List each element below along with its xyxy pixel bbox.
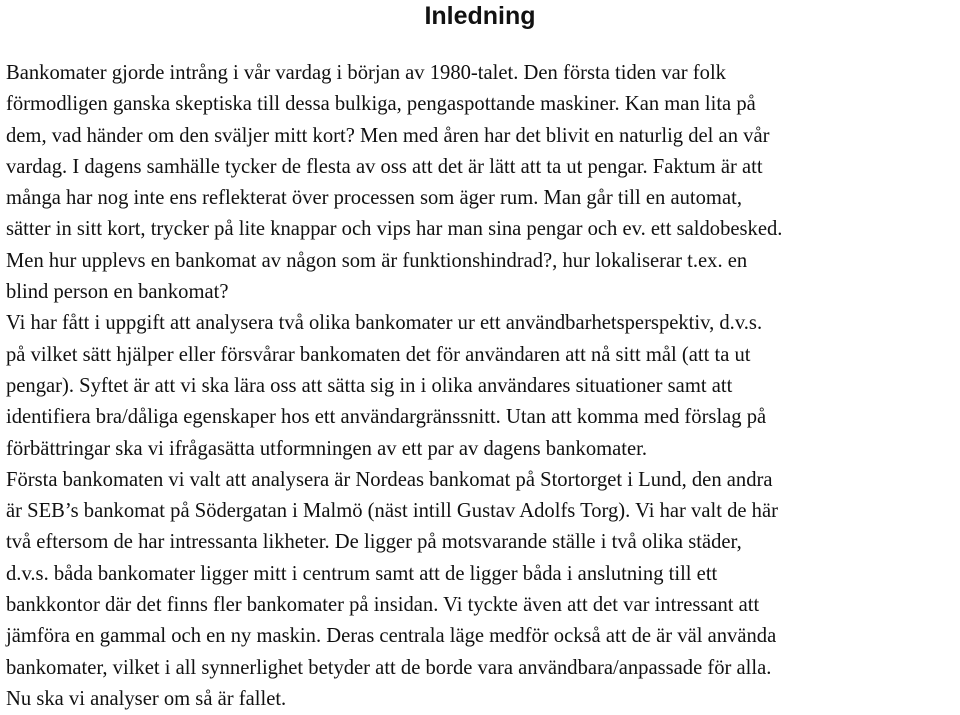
text-line: två eftersom de har intressanta likheter. De ligger på motsvarande ställe i två olika städer, [6, 531, 742, 554]
text-line: dem, vad händer om den sväljer mitt kort? Men med åren har det blivit en naturlig del an vår [6, 124, 770, 147]
text-line: bankkontor där det finns fler bankomater på insidan. Vi tyckte även att det var intressant att [6, 594, 760, 617]
paragraph-1 [6, 58, 954, 308]
text-line: jämföra en gammal och en ny maskin. Deras centrala läge medför också att de är väl använda [6, 625, 777, 648]
text-line: Första bankomaten vi valt att analysera är Nordeas bankomat på Stortorget i Lund, den andra [6, 468, 773, 491]
text-line: blind person en bankomat? [6, 281, 229, 304]
text-line: många har nog inte ens reflekterat över processen som äger rum. Man går till en automat, [6, 187, 742, 210]
text-line: d.v.s. båda bankomater ligger mitt i centrum samt att de ligger båda i anslutning till ett [6, 562, 718, 585]
text-line: Men hur upplevs en bankomat av någon som är funktionshindrad?, hur lokaliserar t.ex. en [6, 249, 748, 272]
text-line: förmodligen ganska skeptiska till dessa bulkiga, pengaspottande maskiner. Kan man lita på [6, 93, 756, 116]
paragraph-3 [6, 465, 954, 715]
text-line: identifiera bra/dåliga egenskaper hos ett användargränssnitt. Utan att komma med förslag på [6, 406, 767, 429]
document-page [6, 0, 954, 715]
paragraph-2 [6, 308, 954, 464]
text-line: är SEB’s bankomat på Södergatan i Malmö (näst intill Gustav Adolfs Torg). Vi har valt de här [6, 500, 778, 523]
body-text [6, 58, 954, 715]
text-line: sätter in sitt kort, trycker på lite knappar och vips har man sina pengar och ev. ett saldobesked. [6, 218, 783, 241]
text-line: Bankomater gjorde intrång i vår vardag i början av 1980-talet. Den första tiden var folk [6, 62, 726, 84]
text-line: bankomater, vilket i all synnerlighet betyder att de borde vara användbara/anpassade för alla. [6, 656, 772, 679]
text-line: pengar). Syftet är att vi ska lära oss att sätta sig in i olika användares situationer samt att [6, 374, 733, 397]
page-title: Inledning [424, 2, 536, 30]
text-line: vardag. I dagens samhälle tycker de flesta av oss att det är lätt att ta ut pengar. Faktum är att [6, 155, 763, 178]
text-line: Vi har fått i uppgift att analysera två olika bankomater ur ett användbarhetsperspektiv, d.v.s. [6, 312, 763, 335]
text-line: förbättringar ska vi ifrågasätta utformningen av ett par av dagens bankomater. [6, 437, 648, 460]
text-line: Nu ska vi analyser om så är fallet. [6, 687, 287, 710]
text-line: på vilket sätt hjälper eller försvårar bankomaten det för användaren att nå sitt mål (att ta ut [6, 343, 751, 366]
